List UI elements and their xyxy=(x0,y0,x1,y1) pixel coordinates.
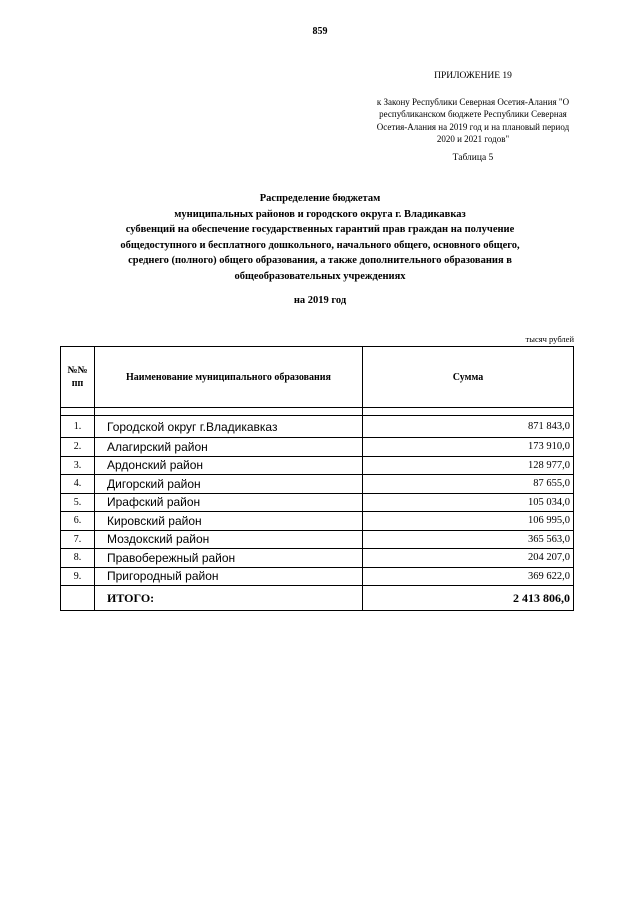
table-row xyxy=(61,456,574,475)
table-row xyxy=(61,438,574,457)
table-header-row xyxy=(61,347,574,408)
table-row xyxy=(61,493,574,512)
total-amount: 2 413 806,0 xyxy=(363,586,574,611)
law-reference: к Закону Республики Северная Осетия-Алания "О республиканском бюджете Республики Северная Осетия-Алания на 2019 год и на плановый период 2020 и 2021 годов" xyxy=(376,96,570,144)
heading-line-5: среднего (полного) общего образования, а также дополнительного образования в xyxy=(128,255,512,266)
document-heading xyxy=(40,191,600,284)
heading-line-4: общедоступного и бесплатного дошкольного, начального общего, основного общего, xyxy=(120,239,520,251)
row-number: 7. xyxy=(61,530,95,549)
row-name: Городской округ г.Владикавказ xyxy=(95,416,363,438)
row-name: Алагирский район xyxy=(95,438,363,457)
row-amount: 128 977,0 xyxy=(363,456,574,475)
table-spacer-row xyxy=(61,408,574,416)
page-number: 859 xyxy=(312,26,328,37)
row-amount: 204 207,0 xyxy=(363,549,574,568)
row-name: Правобережный район xyxy=(95,549,363,568)
row-amount: 369 622,0 xyxy=(363,567,574,586)
row-number: 4. xyxy=(61,475,95,494)
heading-line-6: общеобразовательных учреждениях xyxy=(234,270,406,282)
table-row xyxy=(61,475,574,494)
row-amount: 871 843,0 xyxy=(363,416,574,438)
row-name: Дигорский район xyxy=(95,475,363,494)
row-amount: 87 655,0 xyxy=(363,475,574,494)
table-label: Таблица 5 xyxy=(452,152,494,163)
header-amount: Сумма xyxy=(363,347,574,408)
row-name: Кировский район xyxy=(95,512,363,531)
row-amount: 365 563,0 xyxy=(363,530,574,549)
row-number: 2. xyxy=(61,438,95,457)
header-name: Наименование муниципального образования xyxy=(95,347,363,408)
row-name: Пригородный район xyxy=(95,567,363,586)
heading-line-1: Распределение бюджетам xyxy=(259,193,381,204)
row-number: 5. xyxy=(61,493,95,512)
table-row xyxy=(61,416,574,438)
row-amount: 105 034,0 xyxy=(363,493,574,512)
table-row xyxy=(61,567,574,586)
row-name: Моздокский район xyxy=(95,530,363,549)
row-number: 1. xyxy=(61,416,95,438)
heading-line-2: муниципальных районов и городского округа г. Владикавказ xyxy=(174,208,466,220)
row-amount: 106 995,0 xyxy=(363,512,574,531)
year-label: на 2019 год xyxy=(293,295,347,306)
heading-line-3: субвенций на обеспечение государственных гарантий прав граждан на получение xyxy=(125,224,515,235)
row-number: 9. xyxy=(61,567,95,586)
budget-table xyxy=(60,346,574,611)
table-row xyxy=(61,512,574,531)
row-number: 6. xyxy=(61,512,95,531)
header-number: №№ пп xyxy=(61,347,95,408)
row-name: Ардонский район xyxy=(95,456,363,475)
appendix-title: ПРИЛОЖЕНИЕ 19 xyxy=(434,71,512,81)
table-row xyxy=(61,549,574,568)
total-number xyxy=(61,586,95,611)
row-amount: 173 910,0 xyxy=(363,438,574,457)
row-number: 3. xyxy=(61,456,95,475)
row-name: Ирафский район xyxy=(95,493,363,512)
appendix-block xyxy=(370,70,576,164)
total-row xyxy=(61,586,574,611)
row-number: 8. xyxy=(61,549,95,568)
total-label: ИТОГО: xyxy=(95,586,363,611)
table-row xyxy=(61,530,574,549)
units-label: тысяч рублей xyxy=(525,334,574,344)
